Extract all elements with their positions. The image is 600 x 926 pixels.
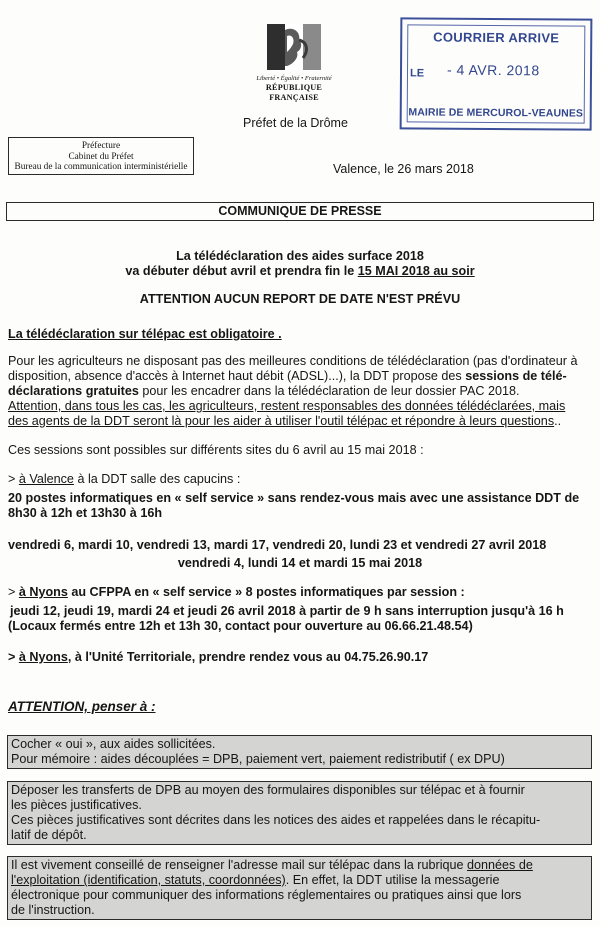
valence-dates-april: vendredi 6, mardi 10, vendredi 13, mardi 17, vendredi 20, lundi 23 et vendredi 27 avril 2018 (8, 538, 547, 552)
para1-line3 (8, 384, 520, 399)
bureau-line: Bureau de la communication interministérielle (14, 162, 188, 172)
para1-line4: Attention, dans tous les cas, les agriculteurs, restent responsables des données télédéclarées, mais (8, 399, 566, 413)
para1-line5 (8, 414, 561, 429)
para1-line1: Pour les agriculteurs ne disposant pas des meilleures conditions de télédéclaration (pas d'ordinateur à (8, 354, 578, 368)
prefecture-box (8, 137, 194, 175)
valence-heading (8, 472, 240, 487)
date-line: Valence, le 26 mars 2018 (333, 162, 474, 176)
sessions-intro: Ces sessions sont possibles sur différents sites du 6 avril au 15 mai 2018 : (8, 443, 424, 457)
marianne-logo-icon (263, 22, 325, 72)
box3-line1-underlined: données de (467, 858, 533, 872)
stamp-mairie: MAIRIE DE MERCUROL-VEAUNES (408, 106, 584, 120)
notice-box-email (7, 856, 592, 920)
nyons-prefix: > (8, 585, 19, 599)
para1-line2-text: disposition, absence d'accès à Internet haut débit (ADSL)...), la DDT propose des (8, 369, 466, 383)
attention-heading: ATTENTION, penser à : (8, 699, 156, 714)
valence-bold-line1: 20 postes informatiques en « self service » sans rendez-vous mais avec une assistance DDT de (8, 491, 580, 505)
logo-republic: RÉPUBLIQUE FRANÇAISE (265, 83, 323, 102)
cabinet-line: Cabinet du Préfet (68, 151, 134, 162)
nyons-cfppa-dates: jeudi 12, jeudi 19, mardi 24 et jeudi 26 avril 2018 à partir de 9 h sans interruption jusqu'à 16 h (10, 604, 564, 618)
box3-line2-text: . En effet, la DDT utilise la messagerie (285, 873, 500, 887)
courrier-arrive-stamp (400, 17, 593, 130)
notice-box-dpb (7, 781, 592, 845)
valence-place: à Valence (18, 472, 74, 486)
box3-line2 (11, 873, 499, 888)
para1-line5-end: .. (554, 414, 562, 428)
para1-line2-bold: sessions de télé- (465, 369, 567, 383)
box2-line4: latif de dépôt. (11, 828, 87, 842)
para1-line5-text: des agents de la DDT seront là pour les aider à utiliser l'outil télépac et répondre à leurs questions (8, 414, 555, 428)
valence-dates-may: vendredi 4, lundi 14 et mardi 15 mai 2018 (177, 556, 423, 570)
box3-line1-text: Il est vivement conseillé de renseigner l'adresse mail sur télépac dans la rubrique (11, 858, 468, 872)
logo-motto: Liberté • Égalité • Fraternité (256, 75, 332, 82)
prefecture-line: Préfecture (81, 141, 121, 151)
prefet-label: Préfet de la Drôme (243, 116, 348, 130)
nyons-unite-line (8, 650, 428, 665)
valence-bold-line2: 8h30 à 12h et 13h30 à 16h (8, 506, 163, 520)
headline-warning: ATTENTION AUCUN REPORT DE DATE N'EST PRÉVU (139, 292, 461, 306)
box3-line3: électronique pour communiquer des informations réglementaires ou pratiques ainsi que lors (11, 888, 522, 902)
republic-logo (241, 22, 347, 103)
communique-title: COMMUNIQUE DE PRESSE (6, 202, 594, 221)
box3-line4: de l'instruction. (11, 903, 95, 917)
box3-line2-underlined: l'exploitation (identification, statuts, coordonnées) (11, 873, 286, 887)
para1-line3-bold: déclarations gratuites (8, 384, 139, 398)
nyons-place: à Nyons (18, 585, 68, 599)
box3-line1 (11, 858, 533, 873)
box2-line2: les pièces justificatives. (11, 798, 142, 812)
box2-line1: Déposer les transferts de DPB au moyen des formulaires disponibles sur télépac et à fournir (11, 783, 525, 797)
headline-line2-text: va débuter début avril et prendra fin le (125, 264, 358, 278)
para1-line3-text: pour les encadrer dans la télédéclaration de leur dossier PAC 2018. (138, 384, 520, 398)
headline-end-date: 15 MAI 2018 au soir (357, 264, 475, 278)
nyons-cfppa-heading (8, 585, 465, 600)
stamp-title: COURRIER ARRIVE (433, 29, 560, 46)
valence-rest: à la DDT salle des capucins : (73, 472, 241, 486)
nyons-cfppa-contact: (Locaux fermés entre 12h et 13h 30, contact pour ouverture au 06.66.21.48.54) (8, 619, 473, 633)
nyons2-rest: , à l'Unité Territoriale, prendre rendez vous au 04.75.26.90.17 (67, 650, 429, 664)
valence-prefix: > (8, 472, 19, 486)
nyons2-place: à Nyons (18, 650, 68, 664)
box2-line3: Ces pièces justificatives sont décrites dans les notices des aides et rappelées dans le récapitu- (11, 813, 541, 827)
headline-line1: La télédéclaration des aides surface 2018 (176, 249, 424, 263)
stamp-le-label: LE (409, 67, 425, 80)
stamp-date: - 4 AVR. 2018 (446, 61, 540, 79)
nyons-rest: au CFPPA en « self service » 8 postes informatiques par session : (67, 585, 465, 599)
box1-line1: Cocher « oui », aux aides sollicitées. (11, 737, 216, 751)
para1-line2 (8, 369, 567, 384)
obligatoire-line: La télédéclaration sur télépac est obligatoire . (8, 327, 282, 341)
nyons2-prefix: > (8, 650, 19, 664)
box1-line2: Pour mémoire : aides découplées = DPB, paiement vert, paiement redistributif ( ex DPU) (11, 752, 505, 766)
headline-line2 (0, 264, 600, 279)
notice-box-cocher (7, 735, 592, 769)
